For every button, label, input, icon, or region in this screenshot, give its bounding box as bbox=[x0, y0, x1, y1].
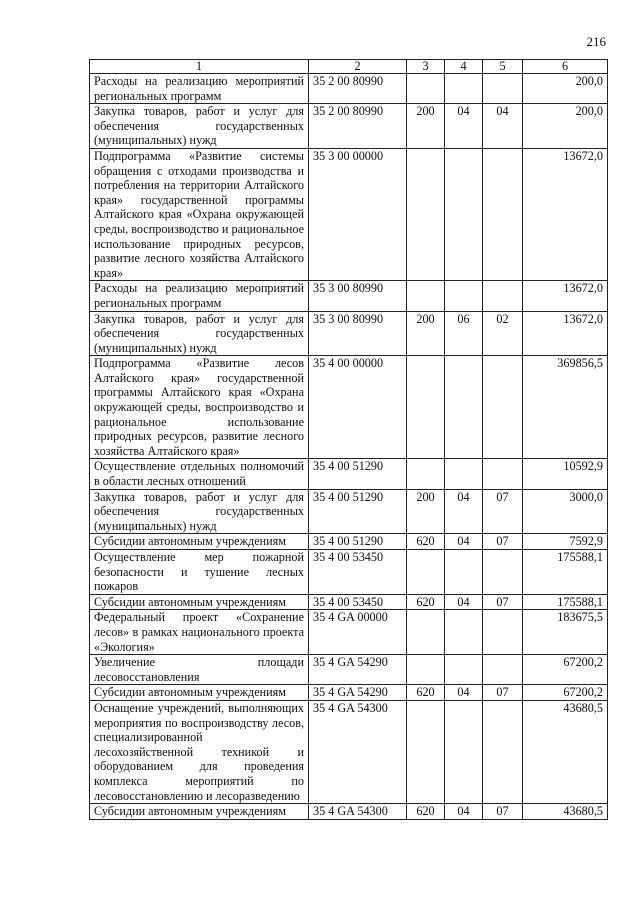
row-expense-type bbox=[407, 550, 445, 595]
budget-table bbox=[89, 59, 608, 820]
row-description: Закупка товаров, работ и услуг для обеспечения государственных (муниципальных) нужд bbox=[90, 104, 309, 149]
row-section: 06 bbox=[445, 311, 483, 356]
row-amount: 43680,5 bbox=[523, 804, 608, 820]
row-description: Закупка товаров, работ и услуг для обеспечения государственных (муниципальных) нужд bbox=[90, 311, 309, 356]
row-section bbox=[445, 356, 483, 459]
row-amount: 10592,9 bbox=[523, 459, 608, 489]
row-amount: 43680,5 bbox=[523, 700, 608, 803]
row-subsection: 04 bbox=[483, 104, 523, 149]
row-amount: 67200,2 bbox=[523, 655, 608, 685]
row-target-code: 35 4 GA 54300 bbox=[309, 700, 407, 803]
row-section: 04 bbox=[445, 594, 483, 610]
table-row bbox=[90, 534, 608, 550]
row-amount: 183675,5 bbox=[523, 610, 608, 655]
row-subsection bbox=[483, 148, 523, 280]
row-target-code: 35 4 00 51290 bbox=[309, 459, 407, 489]
row-expense-type bbox=[407, 74, 445, 104]
row-target-code: 35 4 00 53450 bbox=[309, 550, 407, 595]
row-amount: 7592,9 bbox=[523, 534, 608, 550]
row-subsection bbox=[483, 281, 523, 311]
row-subsection: 07 bbox=[483, 489, 523, 534]
row-target-code: 35 4 00 53450 bbox=[309, 594, 407, 610]
row-section: 04 bbox=[445, 489, 483, 534]
column-header: 6 bbox=[523, 60, 608, 74]
row-description: Субсидии автономным учреждениям bbox=[90, 804, 309, 820]
row-description: Осуществление отдельных полномочий в области лесных отношений bbox=[90, 459, 309, 489]
row-amount: 13672,0 bbox=[523, 311, 608, 356]
table-row bbox=[90, 104, 608, 149]
column-header: 5 bbox=[483, 60, 523, 74]
row-description: Подпрограмма «Развитие лесов Алтайского края» государственной программы Алтайского края «Охрана окружающей среды, воспроизводство и рациональное использование природных ресурсов, развитие лесного хозяйства Алтайского края» bbox=[90, 356, 309, 459]
column-header: 3 bbox=[407, 60, 445, 74]
row-subsection bbox=[483, 356, 523, 459]
table-row bbox=[90, 356, 608, 459]
row-target-code: 35 2 00 80990 bbox=[309, 104, 407, 149]
row-description: Расходы на реализацию мероприятий региональных программ bbox=[90, 281, 309, 311]
page-number: 216 bbox=[586, 34, 606, 49]
row-description: Субсидии автономным учреждениям bbox=[90, 534, 309, 550]
row-subsection: 07 bbox=[483, 685, 523, 701]
table-body bbox=[90, 74, 608, 820]
row-section bbox=[445, 655, 483, 685]
table-row bbox=[90, 459, 608, 489]
row-subsection: 07 bbox=[483, 594, 523, 610]
row-subsection bbox=[483, 700, 523, 803]
row-section bbox=[445, 610, 483, 655]
row-amount: 200,0 bbox=[523, 74, 608, 104]
row-expense-type bbox=[407, 610, 445, 655]
row-amount: 13672,0 bbox=[523, 148, 608, 280]
table-row bbox=[90, 804, 608, 820]
row-subsection: 02 bbox=[483, 311, 523, 356]
table-row bbox=[90, 281, 608, 311]
row-target-code: 35 3 00 80990 bbox=[309, 311, 407, 356]
row-amount: 13672,0 bbox=[523, 281, 608, 311]
row-amount: 67200,2 bbox=[523, 685, 608, 701]
row-target-code: 35 4 GA 00000 bbox=[309, 610, 407, 655]
row-expense-type bbox=[407, 281, 445, 311]
row-target-code: 35 4 00 00000 bbox=[309, 356, 407, 459]
row-section bbox=[445, 700, 483, 803]
table-row bbox=[90, 610, 608, 655]
row-target-code: 35 4 GA 54300 bbox=[309, 804, 407, 820]
row-section: 04 bbox=[445, 804, 483, 820]
row-amount: 369856,5 bbox=[523, 356, 608, 459]
row-target-code: 35 4 00 51290 bbox=[309, 534, 407, 550]
row-section bbox=[445, 281, 483, 311]
row-amount: 3000,0 bbox=[523, 489, 608, 534]
row-target-code: 35 3 00 00000 bbox=[309, 148, 407, 280]
row-expense-type: 200 bbox=[407, 104, 445, 149]
table-row bbox=[90, 311, 608, 356]
row-expense-type bbox=[407, 356, 445, 459]
row-expense-type: 620 bbox=[407, 685, 445, 701]
row-description: Оснащение учреждений, выполняющих мероприятия по воспроизводству лесов, специализированной лесохозяйственной техникой и оборудованием для проведения комплекса мероприятий по лесовосстановлению и лесоразведению bbox=[90, 700, 309, 803]
column-header: 2 bbox=[309, 60, 407, 74]
table-row bbox=[90, 550, 608, 595]
row-section bbox=[445, 74, 483, 104]
row-subsection bbox=[483, 610, 523, 655]
row-section: 04 bbox=[445, 104, 483, 149]
row-description: Подпрограмма «Развитие системы обращения с отходами производства и потребления на территории Алтайского края» государственной программы Алтайского края «Охрана окружающей среды, воспроизводство и рациональное использование природных ресурсов, развитие лесного хозяйства Алтайского края» bbox=[90, 148, 309, 280]
row-description: Субсидии автономным учреждениям bbox=[90, 685, 309, 701]
row-amount: 200,0 bbox=[523, 104, 608, 149]
row-expense-type bbox=[407, 655, 445, 685]
row-description: Субсидии автономным учреждениям bbox=[90, 594, 309, 610]
row-expense-type bbox=[407, 148, 445, 280]
row-subsection: 07 bbox=[483, 804, 523, 820]
column-header: 4 bbox=[445, 60, 483, 74]
row-expense-type: 200 bbox=[407, 489, 445, 534]
row-target-code: 35 2 00 80990 bbox=[309, 74, 407, 104]
row-section bbox=[445, 459, 483, 489]
row-amount: 175588,1 bbox=[523, 594, 608, 610]
row-expense-type bbox=[407, 459, 445, 489]
row-description: Федеральный проект «Сохранение лесов» в рамках национального проекта «Экология» bbox=[90, 610, 309, 655]
row-target-code: 35 4 00 51290 bbox=[309, 489, 407, 534]
row-subsection bbox=[483, 459, 523, 489]
row-section bbox=[445, 550, 483, 595]
row-target-code: 35 3 00 80990 bbox=[309, 281, 407, 311]
row-expense-type bbox=[407, 700, 445, 803]
row-description: Осуществление мер пожарной безопасности и тушение лесных пожаров bbox=[90, 550, 309, 595]
table-row bbox=[90, 148, 608, 280]
row-description: Расходы на реализацию мероприятий региональных программ bbox=[90, 74, 309, 104]
table-row bbox=[90, 655, 608, 685]
row-amount: 175588,1 bbox=[523, 550, 608, 595]
table-header-row bbox=[90, 60, 608, 74]
row-expense-type: 620 bbox=[407, 534, 445, 550]
row-expense-type: 200 bbox=[407, 311, 445, 356]
table-row bbox=[90, 74, 608, 104]
table-row bbox=[90, 594, 608, 610]
table-row bbox=[90, 685, 608, 701]
row-description: Увеличение площади лесовосстановления bbox=[90, 655, 309, 685]
row-subsection: 07 bbox=[483, 534, 523, 550]
row-subsection bbox=[483, 550, 523, 595]
row-section: 04 bbox=[445, 534, 483, 550]
table-row bbox=[90, 700, 608, 803]
row-expense-type: 620 bbox=[407, 804, 445, 820]
column-header: 1 bbox=[90, 60, 309, 74]
table-row bbox=[90, 489, 608, 534]
row-section: 04 bbox=[445, 685, 483, 701]
row-section bbox=[445, 148, 483, 280]
row-subsection bbox=[483, 655, 523, 685]
row-description: Закупка товаров, работ и услуг для обеспечения государственных (муниципальных) нужд bbox=[90, 489, 309, 534]
row-target-code: 35 4 GA 54290 bbox=[309, 685, 407, 701]
row-target-code: 35 4 GA 54290 bbox=[309, 655, 407, 685]
row-subsection bbox=[483, 74, 523, 104]
row-expense-type: 620 bbox=[407, 594, 445, 610]
